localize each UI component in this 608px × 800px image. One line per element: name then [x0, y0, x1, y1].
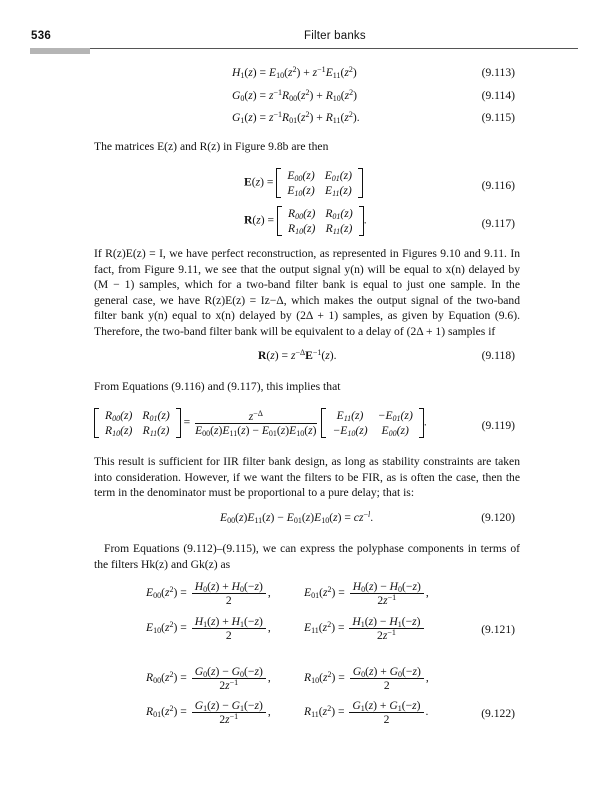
paragraph-implies: From Equations (9.116) and (9.117), this implies that [94, 380, 341, 393]
equation-9-121-row2: $E_{10}(z^2)$ = $\frac{H_1(z) + H_1(-z)}{2}$ , [146, 615, 271, 642]
header-rule [30, 48, 578, 49]
equation-number: (9.121) [481, 623, 515, 636]
equation-number: (9.114) [481, 89, 515, 102]
equation-9-116: E(z) = $E_{00}(z)$ $E_{01}(z)$ $E_{10}(z)$ $E_{11}(z)$ [244, 168, 363, 198]
equation-number: (9.113) [481, 66, 515, 79]
equation-number: (9.119) [481, 419, 515, 432]
equation-number: (9.115) [481, 111, 515, 124]
equation-number: (9.116) [481, 179, 515, 192]
paragraph-iir-fir: This result is sufficient for IIR filter bank design, as long as stability constraints are taken into consideration. However, if we want the filters to be FIR, as is often the case, then the term in the denominator must be proportional to a pure delay; that is: [94, 455, 520, 500]
equation-9-120: $E_{00}(z)E_{11}(z) - E_{01}(z)E_{10}(z) = cz^{-l}$. [220, 510, 374, 525]
equation-number: (9.117) [481, 217, 515, 230]
equation-number: (9.122) [481, 707, 515, 720]
equation-9-117: R(z) = $R_{00}(z)$ $R_{01}(z)$ $R_{10}(z)$ $R_{11}(z)$ . [244, 207, 367, 236]
equation-9-122-row2b: $R_{11}(z^2)$ = $\frac{G_1(z) + G_1(-z)}{2}$ . [304, 699, 429, 726]
page-number: 536 [31, 30, 52, 42]
header-accent-bar [30, 48, 90, 54]
equation-9-122-row1b: $R_{10}(z^2)$ = $\frac{G_0(z) + G_0(-z)}{2}$ , [304, 665, 429, 692]
equation-9-119: $R_{00}(z)$ $R_{01}(z)$ $R_{10}(z)$ $R_{11}(z)$ = $\frac{z^{-\Delta}}{E_{00}(z)E_{11}(z) - E_{01}(z)E_{10}(z)}$ $E_{11}(z)$ $-E_{01}(z)$ $-E_{10}(z)$ $E_{00}(z)$ . [94, 408, 427, 438]
equation-9-118: $R(z) = z^{-\Delta}E^{-1}(z)$. [258, 348, 337, 362]
equation-number: (9.118) [481, 349, 515, 362]
equation-9-121-row1b: $E_{01}(z^2)$ = $\frac{H_0(z) - H_0(-z)}{2z^{-1}}$ , [304, 580, 429, 607]
equation-9-122-row2: $R_{01}(z^2)$ = $\frac{G_1(z) - G_1(-z)}{2z^{-1}}$ , [146, 699, 271, 726]
equation-9-121-row2b: $E_{11}(z^2)$ = $\frac{H_1(z) - H_1(-z)}{2z^{-1}}$ [304, 615, 426, 642]
equation-9-121-row1: $E_{00}(z^2)$ = $\frac{H_0(z) + H_0(-z)}{2}$ , [146, 580, 271, 607]
paragraph-polyphase: From Equations (9.112)–(9.115), we can express the polyphase components in terms of the filters Hk(z) and Gk(z) as [94, 542, 520, 571]
equation-number: (9.120) [481, 511, 515, 524]
equation-9-115: $G_1(z) = z^{-1}R_{01}(z^2) + R_{11}(z^2)$. [232, 110, 360, 125]
equation-9-113: $H_1(z) = E_{10}(z^2) + z^{-1}E_{11}(z^2)$ [232, 65, 357, 80]
equation-9-122-row1: $R_{00}(z^2)$ = $\frac{G_0(z) - G_0(-z)}{2z^{-1}}$ , [146, 665, 271, 692]
running-title: Filter banks [304, 30, 366, 42]
paragraph-matrices-intro: The matrices E(z) and R(z) in Figure 9.8b are then [94, 140, 329, 153]
paragraph-perfect-reconstruction: If R(z)E(z) = I, we have perfect reconstruction, as represented in Figures 9.10 and 9.11. In fact, from Figure 9.11, we see that the output signal y(n) will be equal to x(n) delayed by (M − 1) samples, which for a two-band filter bank is equal to just one sample. In the general case, we have R(z)E(z) = Iz−Δ, which makes the output signal of the two-band filter bank y(n) equal to x(n) delayed by (2Δ + 1) samples, as given by Equation (9.6). Therefore, the two-band filter bank will be equivalent to a delay of (2Δ + 1) samples if [94, 247, 520, 338]
equation-9-114: $G_0(z) = z^{-1}R_{00}(z^2) + R_{10}(z^2)$ [232, 88, 358, 103]
